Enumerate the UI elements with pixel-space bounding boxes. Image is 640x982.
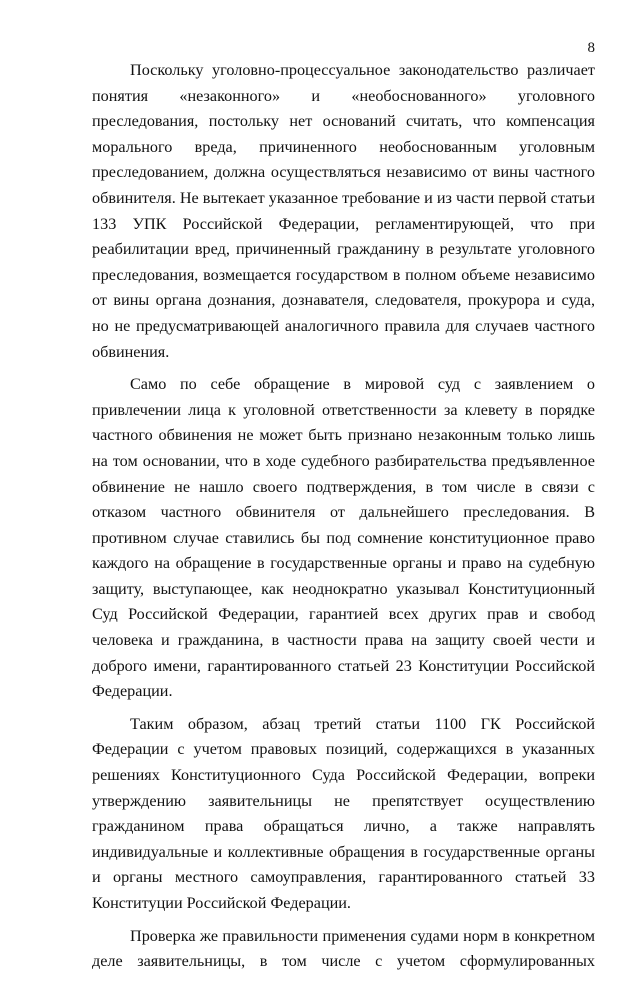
paragraph-criminal-prosecution: Поскольку уголовно-процессуальное законодательство различает понятия «незаконного» и «необоснованного» уголовного преследования, постольку нет оснований считать, что компенсация морального вреда, причиненного необоснованным уголовным преследованием, должна осуществляться независимо от вины частного обвинителя. Не вытекает указанное требование и из части первой статьи 133 УПК Российской Федерации, регламентирующей, что при реабилитации вред, причиненный гражданину в результате уголовного преследования, возмещается государством в полном объеме независимо от вины органа дознания, дознавателя, следователя, прокурора и суда, но не предусматривающей аналогичного правила для случаев частного обвинения. [92,61,595,361]
page-number: 8 [587,40,595,56]
paragraph-conclusion: Таким образом, абзац третий статьи 1100 ГК Российской Федерации с учетом правовых позиций, содержащихся в указанных решениях Конституционного Суда Российской Федерации, вопреки утверждению заявительницы не препятствует осуществлению гражданином права обращаться лично, а также направлять индивидуальные и коллективные обращения в государственные органы и органы местного самоуправления, гарантированного статьей 33 Конституции Российской Федерации. [92,714,595,912]
paragraph-verification: Проверка же правильности применения судами норм в конкретном деле заявительницы, в том числе с учетом сформулированных [92,926,595,971]
paragraph-private-prosecution-appeal: Само по себе обращение в мировой суд с заявлением о привлечении лица к уголовной ответственности за клевету в порядке частного обвинения не может быть признано незаконным только лишь на том основании, что в ходе судебного разбирательства предъявленное обвинение не нашло своего подтверждения, в том числе в связи с отказом частного обвинителя от дальнейшего преследования. В противном случае ставились бы под сомнение конституционное право каждого на обращение в государственные органы и право на судебную защиту, выступающее, как неоднократно указывал Конституционный Суд Российской Федерации, гарантией всех других прав и свобод человека и гражданина, в частности права на защиту своей чести и доброго имени, гарантированного статьей 23 Конституции Российской Федерации. [92,375,595,701]
document-body [92,58,595,982]
